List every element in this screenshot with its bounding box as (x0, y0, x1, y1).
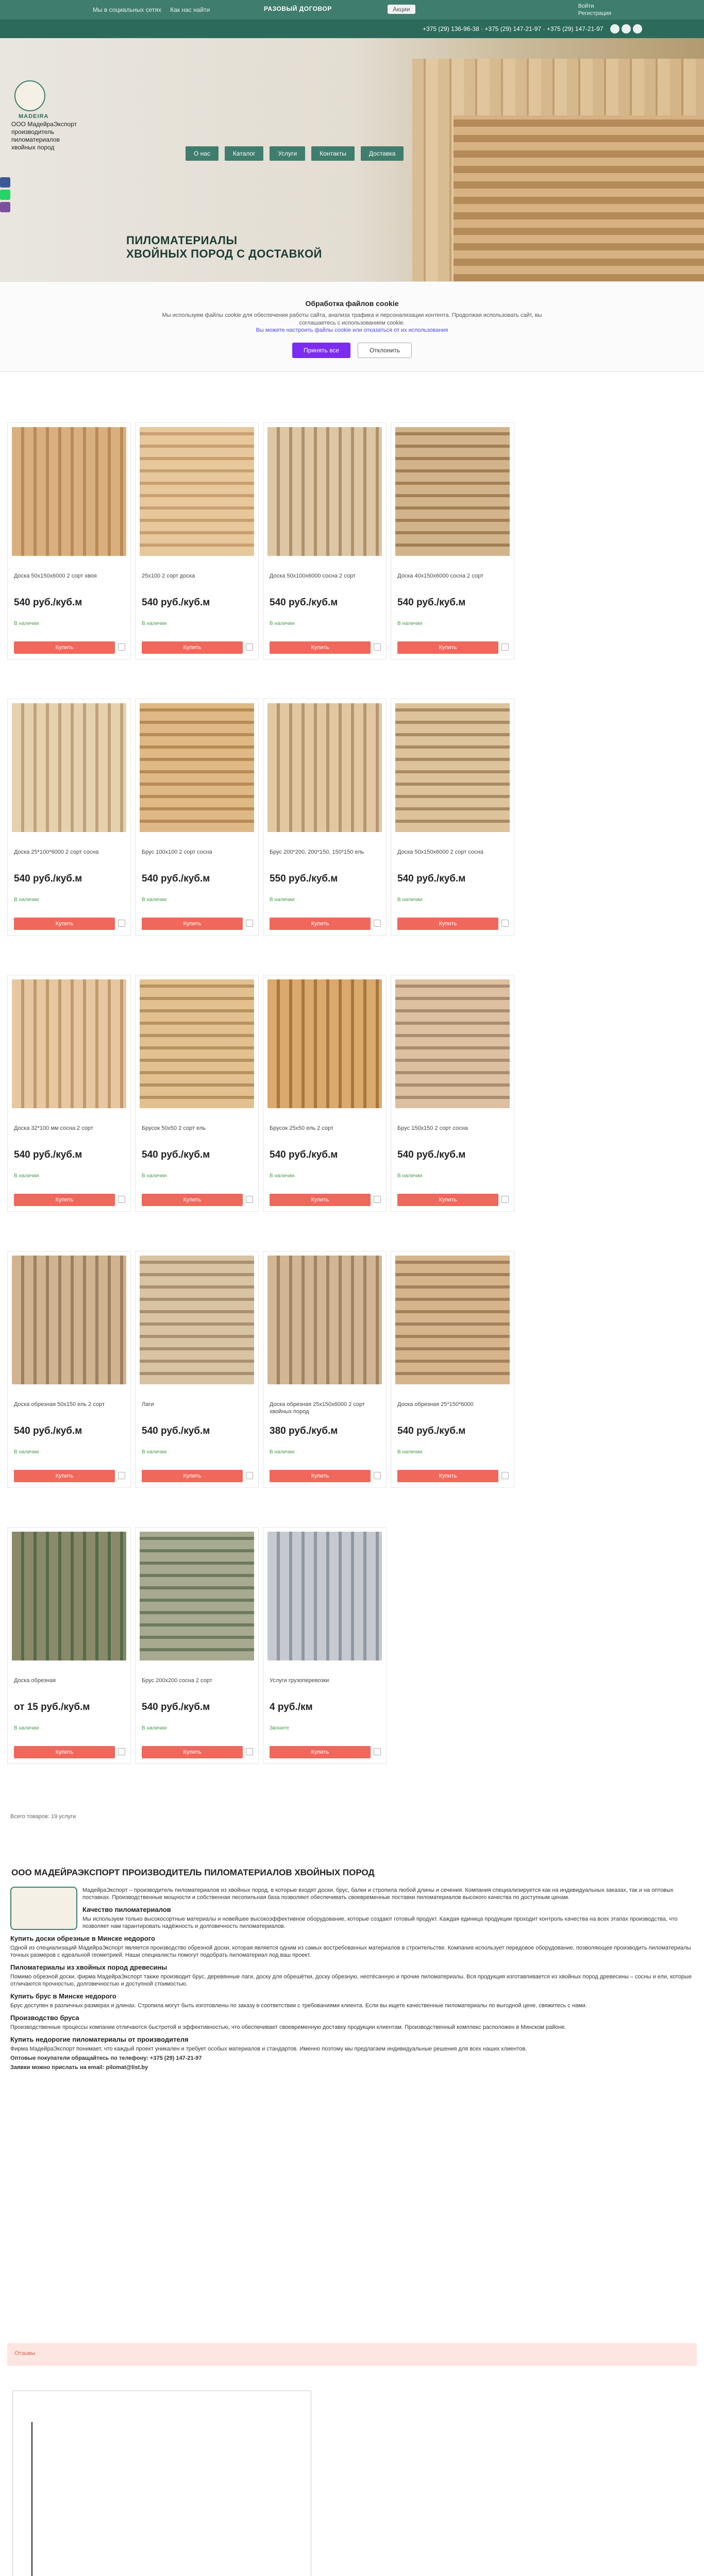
product-name[interactable]: Доска 50х100х6000 сосна 2 сорт (270, 573, 356, 579)
sale-badge[interactable]: Акции (388, 5, 415, 14)
product-image[interactable] (12, 703, 126, 832)
about-title: ООО МАДЕЙРАЭКСПОРТ ПРОИЗВОДИТЕЛЬ ПИЛОМАТЕРИАЛОВ ХВОЙНЫХ ПОРОД (11, 1868, 375, 1877)
buy-button[interactable]: Купить (397, 918, 498, 930)
company-name: ООО МадейраЭкспорт производитель пиломатериалов хвойных пород (11, 121, 77, 151)
about-section (10, 1869, 694, 2073)
stock-status: В наличии (397, 1173, 423, 1179)
stock-status: Звоните (270, 1725, 289, 1731)
product-price: 380 руб./куб.м (270, 1426, 338, 1436)
cookie-reject-button[interactable]: Отклонить (358, 343, 412, 358)
facebook-icon[interactable] (0, 177, 10, 188)
favorite-icon[interactable] (374, 643, 381, 651)
product-price: 540 руб./куб.м (142, 1426, 210, 1436)
logo-name: MADEIRA (19, 113, 49, 120)
cookie-banner (0, 281, 704, 372)
favorite-icon[interactable] (246, 1472, 253, 1479)
buy-button[interactable]: Купить (270, 918, 371, 930)
text-boards: Одной из специализаций МадейраЭкспорт является производство обрезной доски, которая является одним из самых востребованных материалов в строительстве. Компания использует передовое оборудование, позволяющее производить пиломатериалы точных размеров с идеальной геометрией. Наши специалисты помогут подобрать пиломатериал под ваш проект. (10, 1945, 691, 1958)
buy-button[interactable]: Купить (142, 1470, 243, 1482)
buy-button[interactable]: Купить (14, 641, 115, 654)
stock-status: В наличии (14, 1449, 39, 1455)
auth-links (578, 3, 611, 17)
about-logo-icon (10, 1887, 77, 1930)
product-image[interactable] (395, 1256, 510, 1384)
buy-button[interactable]: Купить (14, 918, 115, 930)
favorite-icon[interactable] (118, 1748, 125, 1755)
register-link[interactable]: Регистрация (578, 10, 611, 16)
product-name[interactable]: Брусок 50х50 2 сорт ель (142, 1125, 206, 1131)
vk-icon[interactable] (610, 24, 619, 33)
contact-bar (0, 20, 704, 38)
product-image[interactable] (12, 427, 126, 556)
buy-button[interactable]: Купить (14, 1470, 115, 1482)
stock-status: В наличии (142, 1449, 167, 1455)
header-social (608, 24, 642, 35)
favorite-icon[interactable] (246, 920, 253, 927)
main-nav (186, 146, 408, 161)
product-name[interactable]: Доска обрезная 25х150х6000 2 сорт хвойных пород (270, 1401, 365, 1415)
product-image[interactable] (140, 1256, 254, 1384)
product-name[interactable]: Доска обрезная (14, 1677, 56, 1684)
nav-item-catalog[interactable]: Каталог (225, 146, 264, 161)
product-name[interactable]: Доска 50х150х6000 2 сорт хвоя (14, 573, 97, 579)
product-card[interactable] (7, 975, 131, 1212)
hero-lumber-stack (454, 115, 704, 281)
product-name[interactable]: Доска 32*100 мм сосна 2 сорт (14, 1125, 93, 1131)
nav-item-about[interactable]: О нас (186, 146, 219, 161)
product-name[interactable]: Брусок 25х50 ель 2 сорт (270, 1125, 334, 1131)
favorite-icon[interactable] (501, 920, 509, 927)
stock-status: В наличии (142, 621, 167, 626)
cookie-settings-link[interactable]: Вы можете настроить файлы cookie или отказаться от их использования (256, 327, 448, 333)
stock-status: В наличии (397, 621, 423, 626)
product-card[interactable] (263, 422, 387, 659)
contract-label[interactable]: РАЗОВЫЙ ДОГОВОР (264, 5, 332, 12)
top-links (93, 6, 217, 13)
heading-production: Производство бруса (10, 2014, 79, 2022)
product-image[interactable] (12, 1532, 126, 1660)
logo-icon[interactable] (14, 80, 45, 111)
buy-button[interactable]: Купить (397, 641, 498, 654)
product-card[interactable] (7, 1527, 131, 1764)
buy-button[interactable]: Купить (270, 1194, 371, 1206)
product-card[interactable] (391, 1251, 514, 1488)
product-card[interactable] (135, 699, 259, 936)
buy-button[interactable]: Купить (142, 641, 243, 654)
stock-status: В наличии (142, 1173, 167, 1179)
buy-button[interactable]: Купить (142, 1746, 243, 1758)
product-card[interactable] (263, 1527, 387, 1764)
nav-item-delivery[interactable]: Доставка (361, 146, 404, 161)
stock-status: В наличии (14, 1173, 39, 1179)
side-social (0, 177, 10, 214)
buy-button[interactable]: Купить (270, 641, 371, 654)
stock-status: В наличии (397, 897, 423, 903)
product-price: 540 руб./куб.м (397, 1426, 466, 1436)
buy-button[interactable]: Купить (270, 1470, 371, 1482)
top-bar (0, 0, 704, 20)
product-card[interactable] (7, 1251, 131, 1488)
product-card[interactable] (135, 1527, 259, 1764)
stock-status: В наличии (14, 1725, 39, 1731)
text-cheap: Фирма МадейраЭкспорт понимает, что каждый проект уникален и требует особых материалов и стандартов. Именно поэтому мы предлагаем индивидуальные решения для всех наших клиентов. (10, 2046, 527, 2052)
product-card[interactable] (135, 975, 259, 1212)
product-image[interactable] (267, 427, 382, 556)
product-price: от 15 руб./куб.м (14, 1702, 90, 1713)
heading-quality: Качество пиломатериалов (82, 1906, 171, 1913)
nav-item-contacts[interactable]: Контакты (311, 146, 355, 161)
buy-button[interactable]: Купить (270, 1746, 371, 1758)
stock-status: В наличии (142, 1725, 167, 1731)
buy-button[interactable]: Купить (397, 1194, 498, 1206)
product-price: 540 руб./куб.м (142, 1149, 210, 1160)
cookie-title: Обработка файлов cookie (305, 299, 399, 308)
fb-icon[interactable] (622, 24, 631, 33)
product-price: 540 руб./куб.м (142, 873, 210, 884)
product-price: 540 руб./куб.м (397, 597, 466, 608)
favorite-icon[interactable] (118, 920, 125, 927)
product-image[interactable] (12, 979, 126, 1108)
product-price: 540 руб./куб.м (270, 597, 338, 608)
hero-title-line-2: ХВОЙНЫХ ПОРОД С ДОСТАВКОЙ (126, 247, 322, 260)
heading-boards: Купить доски обрезные в Минске недорого (10, 1935, 155, 1942)
about-intro: МадейраЭкспорт – производитель пиломатериалов из хвойных пород, в которые входят доски, брус, балки и стропила любой длины и сечения. Компания специализируется как на индивидуальных заказах, так и на оптовых поставках. Производственные мощности и собственная лесопильная база позволяют обеспечивать своевременные поставки пиломатериалов высокого качества по доступным ценам. (82, 1887, 674, 1901)
product-price: 540 руб./куб.м (142, 597, 210, 608)
favorite-icon[interactable] (501, 1196, 509, 1203)
stock-status: В наличии (270, 897, 295, 903)
product-name[interactable]: Брус 100х100 2 сорт сосна (142, 849, 212, 855)
heading-beam: Купить брус в Минске недорого (10, 1992, 116, 2000)
product-name[interactable]: Брус 200*200, 200*150, 150*150 ель (270, 849, 364, 855)
favorite-icon[interactable] (501, 1472, 509, 1479)
text-quality: Мы используем только высокосортные материалы и новейшее высокоэффективное оборудование, которые создают готовый продукт. Каждая единица продукции проходит контроль качества на всех этапах производства, что позволяет нам гарантировать надёжность и долговечность пиломатериалов. (82, 1916, 678, 1929)
product-card[interactable] (391, 422, 514, 659)
stock-status: В наличии (14, 621, 39, 626)
heading-cheap: Купить недорогие пиломатериалы от производителя (10, 2036, 189, 2043)
buy-button[interactable]: Купить (142, 1194, 243, 1206)
stock-status: В наличии (270, 1173, 295, 1179)
wholesale-phone-line: Оптовые покупатели обращайтесь по телефону: +375 (29) 147-21-97 (10, 2055, 202, 2061)
product-price: 550 руб./куб.м (270, 873, 338, 884)
product-name[interactable]: Услуги грузоперевозки (270, 1677, 329, 1684)
favorite-icon[interactable] (246, 1748, 253, 1755)
product-price: 540 руб./куб.м (14, 873, 82, 884)
reviews-bar[interactable]: Отзывы (7, 2343, 697, 2366)
product-price: 540 руб./куб.м (270, 1149, 338, 1160)
product-name[interactable]: 25х100 2 сорт доска (142, 573, 195, 579)
product-card[interactable] (135, 1251, 259, 1488)
certificate-image (12, 2391, 311, 2576)
product-image[interactable] (140, 1532, 254, 1660)
stock-status: В наличии (142, 897, 167, 903)
product-image[interactable] (140, 703, 254, 832)
buy-button[interactable]: Купить (14, 1194, 115, 1206)
product-price: 540 руб./куб.м (142, 1702, 210, 1713)
cookie-text: Мы используем файлы cookie для обеспечения работы сайта, анализа трафика и персонализации контента. Продолжая использовать сайт, вы соглашаетесь с использованием cookie. (162, 312, 542, 326)
product-card[interactable] (7, 422, 131, 659)
product-card[interactable] (263, 975, 387, 1212)
product-name[interactable]: Доска 25*100*6000 2 сорт сосна (14, 849, 99, 855)
product-image[interactable] (267, 979, 382, 1108)
top-link-find[interactable]: Как нас найти (170, 6, 210, 13)
favorite-icon[interactable] (374, 1748, 381, 1755)
product-name[interactable]: Доска 40х150х6000 сосна 2 сорт (397, 573, 483, 579)
favorite-icon[interactable] (374, 920, 381, 927)
text-production: Производственные процессы компании отличаются быстротой и эффективностью, что обеспечивает своевременную доставку продукции клиентам. Производственный комплекс расположен в Минском районе. (10, 2024, 566, 2030)
product-price: 4 руб./км (270, 1702, 313, 1713)
product-name[interactable]: Доска обрезная 25*150*6000 (397, 1401, 474, 1408)
viber-icon[interactable] (0, 202, 10, 212)
product-name[interactable]: Брус 150х150 2 сорт сосна (397, 1125, 468, 1131)
product-card[interactable] (391, 975, 514, 1212)
buy-button[interactable]: Купить (397, 1470, 498, 1482)
stock-status: В наличии (14, 897, 39, 903)
whatsapp-icon[interactable] (0, 190, 10, 200)
heading-softwood: Пиломатериалы из хвойных пород древесины (10, 1963, 167, 1971)
product-card[interactable] (263, 699, 387, 936)
text-beam: Брус доступен в различных размерах и длинах. Стропила могут быть изготовлены по заказу в соответствии с требованиями клиента. Если вы ищете качественные пиломатериалы по выгодной цене, свяжитесь с нами. (10, 2003, 587, 2009)
favorite-icon[interactable] (374, 1472, 381, 1479)
product-price: 540 руб./куб.м (14, 1149, 82, 1160)
product-price: 540 руб./куб.м (397, 873, 466, 884)
buy-button[interactable]: Купить (142, 918, 243, 930)
favorite-icon[interactable] (246, 643, 253, 651)
product-card[interactable] (7, 699, 131, 936)
product-price: 540 руб./куб.м (14, 1426, 82, 1436)
product-image[interactable] (267, 1256, 382, 1384)
product-price: 540 руб./куб.м (14, 597, 82, 608)
favorite-icon[interactable] (374, 1196, 381, 1203)
product-card[interactable] (263, 1251, 387, 1488)
hero-title (126, 234, 322, 261)
hero-title-line-1: ПИЛОМАТЕРИАЛЫ (126, 234, 238, 247)
top-link-social[interactable]: Мы в социальных сетях (93, 6, 161, 13)
product-image[interactable] (267, 1532, 382, 1660)
product-image[interactable] (140, 979, 254, 1108)
product-image[interactable] (395, 703, 510, 832)
products-count: Всего товаров: 19 услуги (10, 1814, 76, 1820)
product-card[interactable] (391, 699, 514, 936)
favorite-icon[interactable] (501, 643, 509, 651)
ok-icon[interactable] (633, 24, 642, 33)
favorite-icon[interactable] (118, 643, 125, 651)
product-name[interactable]: Доска обрезная 50х150 ель 2 сорт (14, 1401, 105, 1408)
product-name[interactable]: Брус 200х200 сосна 2 сорт (142, 1677, 212, 1684)
buy-button[interactable]: Купить (14, 1746, 115, 1758)
profile-diagram (31, 2422, 289, 2576)
favorite-icon[interactable] (118, 1196, 125, 1203)
cookie-accept-button[interactable]: Принять все (292, 343, 350, 358)
stock-status: В наличии (270, 1449, 295, 1455)
product-price: 540 руб./куб.м (397, 1149, 466, 1160)
stock-status: В наличии (270, 621, 295, 626)
product-name[interactable]: Лаги (142, 1401, 154, 1408)
favorite-icon[interactable] (246, 1196, 253, 1203)
favorite-icon[interactable] (118, 1472, 125, 1479)
product-image[interactable] (395, 979, 510, 1108)
stock-status: В наличии (397, 1449, 423, 1455)
text-softwood: Помимо обрезной доски, фирма МадейраЭкспорт также производит брус, деревянные лаги, доску для обрешётки, доску обрезную, неотёсанную и прочие пиломатериалы. Вся продукция изготавливается из хвойных пород древесины – сосны и ели, которые отличаются прочностью, долговечностью и доступной стоимостью. (10, 1974, 692, 1987)
product-image[interactable] (12, 1256, 126, 1384)
header-phones[interactable]: +375 (29) 136-96-38 · +375 (29) 147-21-97 · +375 (29) 147-21-97 (423, 25, 604, 32)
product-image[interactable] (395, 427, 510, 556)
nav-item-services[interactable]: Услуги (270, 146, 305, 161)
product-image[interactable] (140, 427, 254, 556)
product-image[interactable] (267, 703, 382, 832)
hero (0, 38, 704, 281)
email-line: Заявки можно прислать на email: pilomat@list.by (10, 2064, 148, 2071)
product-name[interactable]: Доска 50х150х6000 2 сорт сосна (397, 849, 483, 855)
product-card[interactable] (135, 422, 259, 659)
login-link[interactable]: Войти (578, 3, 594, 9)
